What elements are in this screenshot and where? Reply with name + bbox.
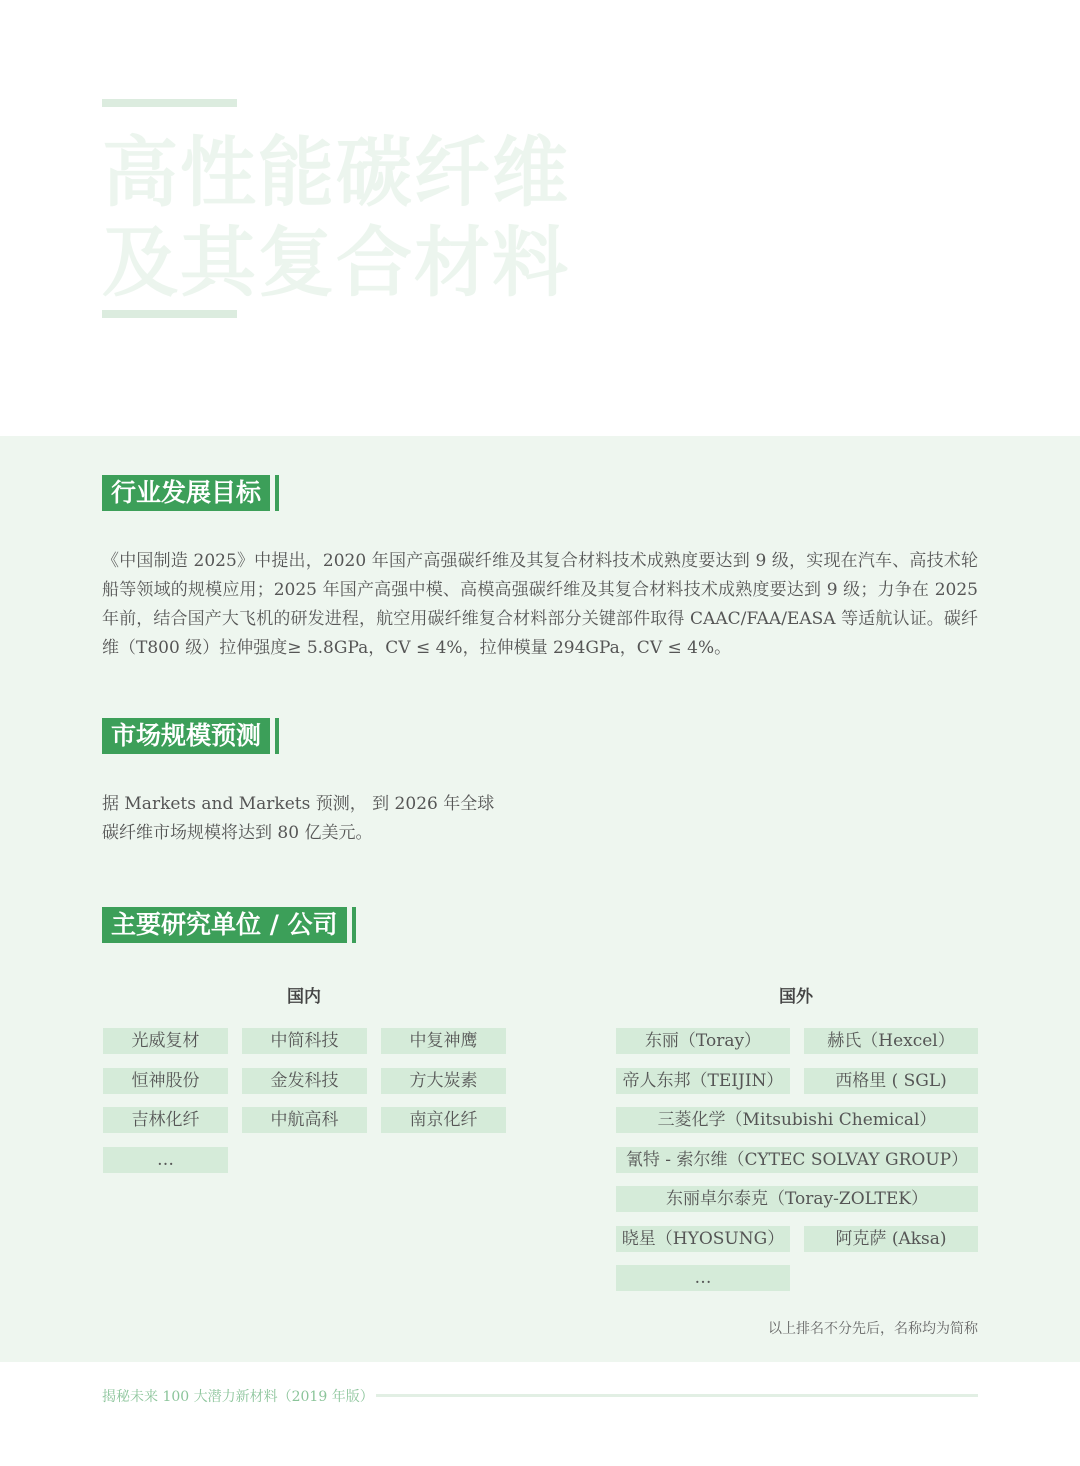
footer-title: 揭秘未来 100 大潜力新材料（2019 年版） xyxy=(102,1389,374,1405)
market-line-1: 据 Markets and Markets 预测， 到 2026 年全球 xyxy=(102,794,495,814)
market-paragraph xyxy=(102,790,522,848)
domestic-company-chip: 金发科技 xyxy=(242,1068,367,1094)
title-top-bar xyxy=(102,99,237,107)
domestic-company-chip: 中航高科 xyxy=(242,1107,367,1133)
foreign-company-chip: 帝人东邦（TEIJIN） xyxy=(616,1068,790,1094)
domestic-company-chip: 南京化纤 xyxy=(381,1107,506,1133)
section-heading-goal-label: 行业发展目标 xyxy=(102,475,270,511)
domestic-company-chip: 方大炭素 xyxy=(381,1068,506,1094)
goal-paragraph: 《中国制造 2025》中提出，2020 年国产高强碳纤维及其复合材料技术成熟度要达到 9 级，实现在汽车、高技术轮船等领域的规模应用；2025 年国产高强中模、高模高强碳纤维及其复合材料技术成熟度要达到 9 级；力争在 2025 年前，结合国产大飞机的研发进程，航空用碳纤维复合材料部分关键部件取得 CAAC/FAA/EASA 等适航认证。碳纤维（T800 级）拉伸强度≥ 5.8GPa，CV ≤ 4%，拉伸模量 294GPa，CV ≤ 4%。 xyxy=(102,551,978,658)
market-line-2: 碳纤维市场规模将达到 80 亿美元。 xyxy=(102,823,373,843)
heading-accent-bar xyxy=(275,718,279,754)
domestic-company-chip: 光威复材 xyxy=(103,1028,228,1054)
section-heading-companies-label: 主要研究单位 / 公司 xyxy=(102,907,347,943)
ranking-note: 以上排名不分先后，名称均为简称 xyxy=(768,1321,978,1337)
page-title xyxy=(102,128,802,308)
foreign-company-chip: 阿克萨 (Aksa) xyxy=(804,1226,978,1252)
domestic-company-chip: 吉林化纤 xyxy=(103,1107,228,1133)
section-heading-goal xyxy=(102,475,279,511)
section-heading-market xyxy=(102,718,279,754)
foreign-company-chip-more: … xyxy=(616,1265,790,1291)
heading-accent-bar xyxy=(275,475,279,511)
domestic-company-chip: 恒神股份 xyxy=(103,1068,228,1094)
domestic-title: 国内 xyxy=(287,987,321,1007)
foreign-company-chip: 西格里 ( SGL) xyxy=(804,1068,978,1094)
section-heading-companies xyxy=(102,907,356,943)
foreign-company-chip: 晓星（HYOSUNG） xyxy=(616,1226,790,1252)
domestic-company-chip-more: … xyxy=(103,1147,228,1173)
foreign-title: 国外 xyxy=(779,987,813,1007)
domestic-company-chip: 中简科技 xyxy=(242,1028,367,1054)
foreign-company-chip: 氰特 - 索尔维（CYTEC SOLVAY GROUP） xyxy=(616,1147,978,1173)
foreign-company-chip: 东丽卓尔泰克（Toray-ZOLTEK） xyxy=(616,1186,978,1212)
heading-accent-bar xyxy=(352,907,356,943)
domestic-company-chip: 中复神鹰 xyxy=(381,1028,506,1054)
title-bottom-bar xyxy=(102,310,237,318)
foreign-company-chip: 赫氏（Hexcel） xyxy=(804,1028,978,1054)
title-line-1: 高性能碳纤维 xyxy=(102,128,570,217)
footer-rule xyxy=(376,1394,978,1397)
section-heading-market-label: 市场规模预测 xyxy=(102,718,270,754)
foreign-company-chip: 三菱化学（Mitsubishi Chemical） xyxy=(616,1107,978,1133)
title-line-2: 及其复合材料 xyxy=(102,218,570,307)
foreign-company-chip: 东丽（Toray） xyxy=(616,1028,790,1054)
